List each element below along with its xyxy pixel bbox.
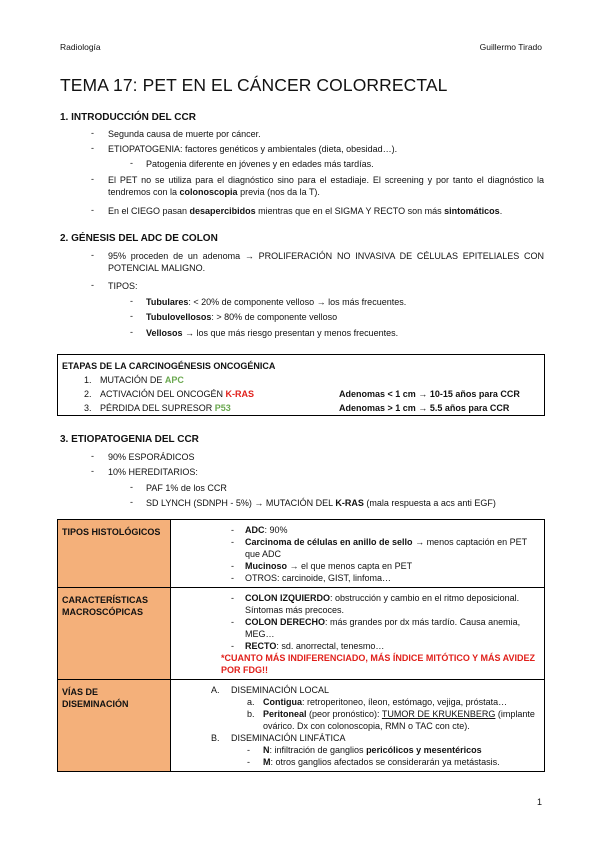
- page-number: 1: [536, 797, 542, 807]
- box-adenoma-small: Adenomas < 1 cm → 10-15 años para CCR: [339, 389, 520, 399]
- s1-bullet-2: ETIOPATOGENIA: factores genéticos y ambientales (dieta, obesidad…).: [108, 144, 398, 154]
- table-row: [58, 680, 545, 772]
- box-item-3: PÉRDIDA DEL SUPRESOR P53: [100, 403, 231, 413]
- s3-bullet-2: 10% HEREDITARIOS:: [108, 467, 198, 477]
- bullet-dash: -: [91, 205, 94, 215]
- running-header-right: Guillermo Tirado: [479, 42, 542, 52]
- section-2-heading: 2. GÉNESIS DEL ADC DE COLON: [60, 233, 218, 244]
- s1-bullet-1: Segunda causa de muerte por cáncer.: [108, 129, 261, 139]
- row-label-tipos: TIPOS HISTOLÓGICOS: [58, 520, 171, 588]
- table-row: [58, 588, 545, 680]
- section-1-heading: 1. INTRODUCCIÓN DEL CCR: [60, 112, 196, 123]
- box-title: ETAPAS DE LA CARCINOGÉNESIS ONCOGÉNICA: [62, 361, 276, 371]
- histology-table: [57, 519, 545, 772]
- s3-bullet-1: 90% ESPORÁDICOS: [108, 452, 195, 462]
- bullet-dash: -: [130, 296, 133, 306]
- bullet-dash: -: [130, 482, 133, 492]
- running-header-left: Radiología: [60, 42, 101, 52]
- row-content-caracteristicas: - COLON IZQUIERDO: obstrucción y cambio en el ritmo deposicional. Síntomas más precoces. - COLON DERECHO: más grandes por dx más tardío. Causa anemia, MEG… - RECTO: sd. anorrectal, tenesmo… *CUANTO MÁS INDIFERENCIADO, MÁS ÍNDICE MITÓTICO Y MÁS AVIDEZ POR FDG!!: [171, 588, 545, 680]
- box-item-2: ACTIVACIÓN DEL ONCOGÉN K-RAS: [100, 389, 255, 399]
- bullet-dash: -: [91, 128, 94, 138]
- row-label-vias: VÍAS DE DISEMINACIÓN: [58, 680, 171, 772]
- bullet-dash: -: [91, 280, 94, 290]
- bullet-dash: -: [91, 466, 94, 476]
- bullet-dash: -: [130, 327, 133, 337]
- s2-type-2: Tubulovellosos: > 80% de componente velloso: [146, 312, 338, 322]
- bullet-dash: -: [91, 250, 94, 260]
- s1-bullet-5: En el CIEGO pasan desapercibidos mientras que en el SIGMA Y RECTO son más sintomáticos.: [108, 206, 503, 216]
- s3-subbullet-2: SD LYNCH (SDNPH - 5%) → MUTACIÓN DEL K-RAS (mala respuesta a acs anti EGF): [146, 498, 496, 508]
- page-title: TEMA 17: PET EN EL CÁNCER COLORRECTAL: [60, 75, 448, 95]
- box-item-1: MUTACIÓN DE APC: [100, 375, 184, 385]
- s2-bullet-1: 95% proceden de un adenoma → PROLIFERACIÓN NO INVASIVA DE CÉLULAS EPITELIALES CON POTENCIAL MALIGNO.: [108, 251, 544, 273]
- s2-type-3: Vellosos → los que más riesgo presentan y menos frecuentes.: [146, 328, 399, 338]
- row-label-caracteristicas: CARACTERÍSTICAS MACROSCÓPICAS: [58, 588, 171, 680]
- bullet-dash: -: [130, 158, 133, 168]
- fdg-note: *CUANTO MÁS INDIFERENCIADO, MÁS ÍNDICE MITÓTICO Y MÁS AVIDEZ POR FDG!!: [221, 653, 536, 675]
- s3-subbullet-1: PAF 1% de los CCR: [146, 483, 227, 493]
- row-content-tipos: - ADC: 90% - Carcinoma de células en anillo de sello → menos captación en PET que ADC - Mucinoso → el que menos capta en PET - OTROS: carcinoide, GIST, linfoma…: [171, 520, 545, 588]
- box-item-2-number: 2.: [84, 389, 92, 399]
- row-content-vias: A. DISEMINACIÓN LOCAL a. Contigua: retroperitoneo, íleon, estómago, vejiga, próstata… b. Peritoneal (peor pronóstico): TUMOR DE KRUKENBERG (implante ovárico. Dx con colonoscopia, RMN o TAC con cte). B. DISEMINACIÓN LINFÁTICA - N: infiltración de ganglios pericólicos y mesentéricos - M: otros ganglios afectados se considerarán ya metástasis.: [171, 680, 545, 772]
- table-row: [58, 520, 545, 588]
- box-adenoma-large: Adenomas > 1 cm → 5.5 años para CCR: [339, 403, 510, 413]
- box-item-1-number: 1.: [84, 375, 92, 385]
- bullet-dash: -: [130, 311, 133, 321]
- bullet-dash: -: [91, 174, 94, 184]
- bullet-dash: -: [130, 497, 133, 507]
- s2-type-1: Tubulares: < 20% de componente velloso → los más frecuentes.: [146, 297, 407, 307]
- bullet-dash: -: [91, 143, 94, 153]
- s1-subbullet: Patogenia diferente en jóvenes y en edades más tardías.: [146, 159, 374, 169]
- box-item-3-number: 3.: [84, 403, 92, 413]
- section-3-heading: 3. ETIOPATOGENIA DEL CCR: [60, 434, 199, 445]
- bullet-dash: -: [91, 451, 94, 461]
- s1-bullet-4: El PET no se utiliza para el diagnóstico sino para el estadiaje. El screening y por tanto el diagnóstico la tendremos con la colonoscopia previa (nos da la T).: [108, 175, 544, 197]
- s2-bullet-2: TIPOS:: [108, 281, 138, 291]
